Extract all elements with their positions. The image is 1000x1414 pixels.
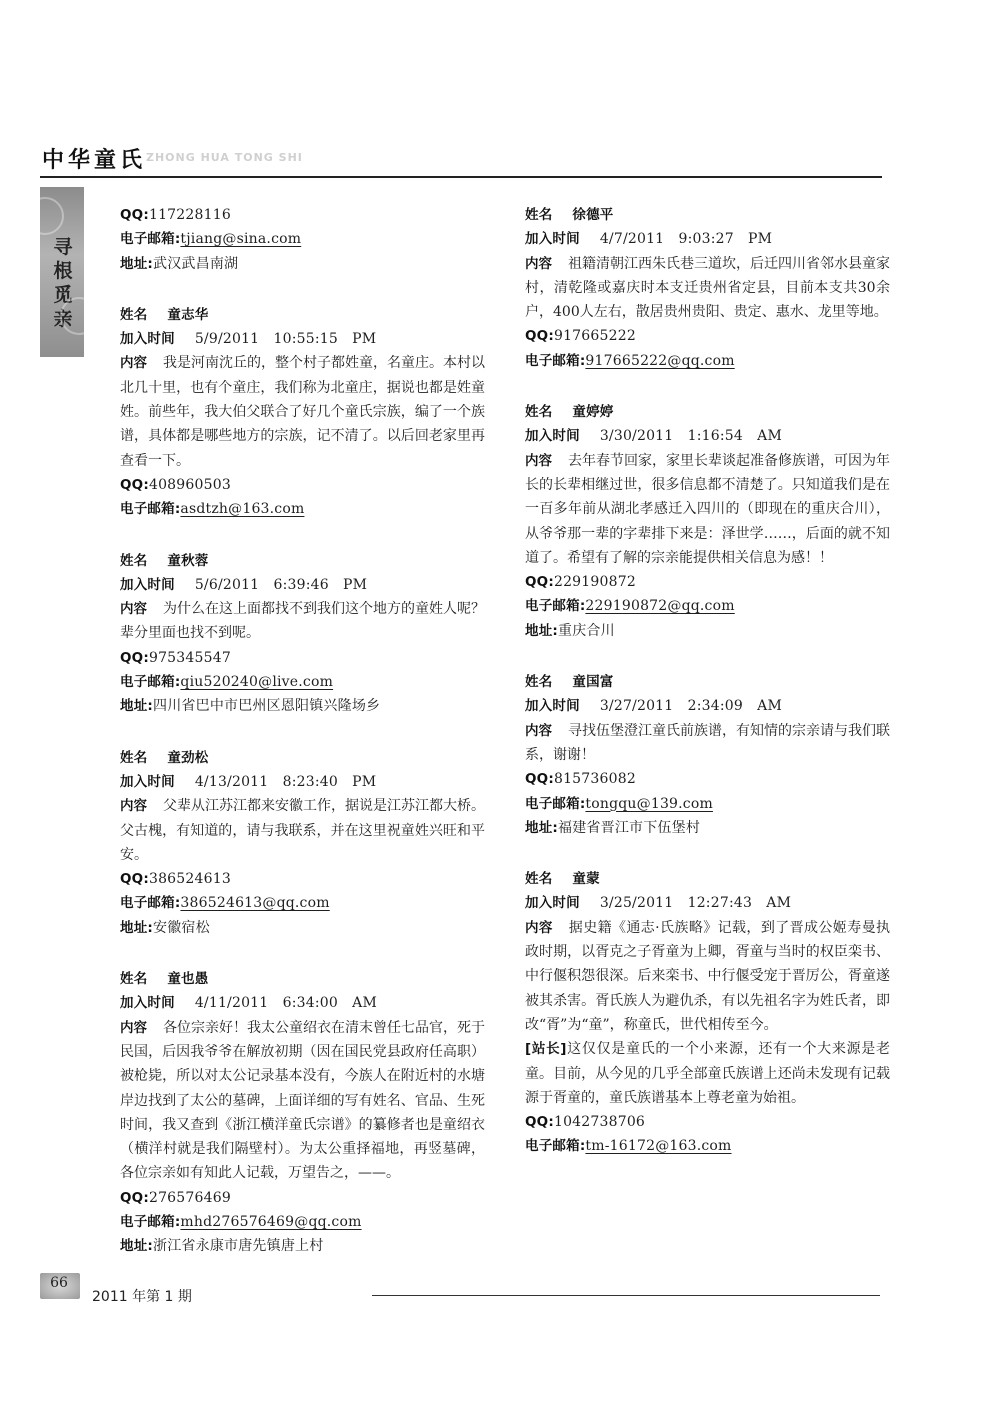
name-line bbox=[120, 303, 485, 327]
name-label: 姓名 bbox=[525, 674, 553, 691]
name-line bbox=[525, 670, 890, 694]
content-label: 内容 bbox=[120, 355, 147, 372]
address-line: 地址:武汉武昌南湖 bbox=[120, 255, 239, 272]
address-label: 地址 bbox=[525, 819, 553, 836]
brand-title: 中华童氏 bbox=[42, 147, 147, 173]
time-label: 加入时间 bbox=[120, 995, 175, 1012]
address-label: 地址 bbox=[120, 255, 148, 272]
email-line: 电子邮箱:tm-16172@163.com bbox=[525, 1138, 732, 1155]
footer-divider bbox=[372, 1295, 880, 1296]
content-label: 内容 bbox=[525, 722, 552, 739]
email-label: 电子邮箱 bbox=[525, 1138, 580, 1155]
time-label: 加入时间 bbox=[120, 331, 175, 348]
name-value: 徐德平 bbox=[572, 207, 614, 223]
name-line bbox=[120, 967, 485, 991]
qq-value: 917665222 bbox=[553, 328, 636, 345]
email-link[interactable]: tm-16172@163.com bbox=[585, 1138, 732, 1155]
address-line: 地址:重庆合川 bbox=[525, 622, 615, 639]
address-line: 地址:安徽宿松 bbox=[120, 919, 210, 936]
name-value: 童国富 bbox=[572, 674, 614, 691]
time-value: 3/30/2011 1:16:54 AM bbox=[599, 428, 783, 445]
email-line: 电子邮箱:asdtzh@163.com bbox=[120, 501, 305, 518]
name-line bbox=[525, 400, 890, 424]
email-label: 电子邮箱 bbox=[120, 1213, 175, 1230]
content-value: 去年春节回家，家里长辈谈起准备修族谱，可因为年长的长辈相继过世，很多信息都不清楚了。只知道我们是在一百多年前从湖北孝感迁入四川的（即现在的重庆合川），从爷爷那一辈的字辈排下来是：泽世学……，后面的就不知道了。希望有了解的宗亲能提供相关信息为感！！ bbox=[525, 452, 890, 566]
name-label: 姓名 bbox=[120, 306, 148, 323]
qq-line: QQ:276576469 bbox=[120, 1189, 231, 1206]
email-label: 电子邮箱 bbox=[525, 795, 580, 812]
section-tab-label: 寻根觅亲 bbox=[53, 236, 73, 330]
email-label: 电子邮箱 bbox=[120, 895, 175, 912]
name-value: 童志华 bbox=[167, 306, 209, 323]
content-label: 内容 bbox=[525, 919, 553, 936]
header-divider bbox=[40, 176, 882, 178]
time-line bbox=[120, 327, 485, 351]
content-paragraph bbox=[525, 252, 890, 325]
time-label: 加入时间 bbox=[120, 773, 175, 790]
address-line: 地址:四川省巴中市巴州区恩阳镇兴隆场乡 bbox=[120, 698, 381, 715]
stationmaster-note-text: 这仅仅是童氏的一个小来源，还有一个大来源是老童。目前，从今见的几乎全部童氏族谱上还尚未发现有记载源于胥童的，童氏族谱基本上尊老童为始祖。 bbox=[525, 1041, 891, 1106]
qq-line: QQ:917665222 bbox=[525, 328, 636, 345]
content-value: 各位宗亲好！我太公童绍衣在清末曾任七品官，死于民国，后因我爷爷在解放初期（因在国民党县政府任高职）被枪毙，所以对太公记录基本没有，今族人在附近村的水塘岸边找到了太公的墓碑，上面详细的写有姓名、官品、生死时间，我又查到《浙江横洋童氏宗谱》的纂修者也是童绍衣（横洋村就是我们隔壁村）。为太公重择福地，再竖墓碑，各位宗亲如有知此人记载，万望告之，——。 bbox=[120, 1019, 485, 1182]
email-link[interactable]: 229190872@qq.com bbox=[585, 598, 735, 615]
content-paragraph bbox=[525, 916, 890, 1037]
left-column bbox=[120, 203, 485, 1286]
qq-label: QQ bbox=[120, 871, 144, 888]
entry-card bbox=[525, 867, 890, 1159]
qq-line: QQ:117228116 bbox=[120, 207, 231, 223]
address-value: 安徽宿松 bbox=[153, 919, 210, 936]
email-link[interactable]: tongqu@139.com bbox=[585, 795, 713, 812]
email-line: 电子邮箱:qiu520240@live.com bbox=[120, 674, 334, 691]
name-line bbox=[120, 549, 485, 573]
address-value: 武汉武昌南湖 bbox=[153, 255, 239, 272]
address-label: 地址 bbox=[120, 1238, 148, 1255]
qq-value: 815736082 bbox=[553, 771, 636, 788]
qq-label: QQ bbox=[525, 328, 549, 345]
email-link[interactable]: qiu520240@live.com bbox=[180, 674, 334, 691]
email-label: 电子邮箱 bbox=[120, 674, 175, 691]
content-paragraph bbox=[525, 719, 890, 768]
time-label: 加入时间 bbox=[525, 428, 580, 445]
stationmaster-label: [站长] bbox=[525, 1041, 567, 1058]
content-label: 内容 bbox=[120, 1019, 147, 1036]
qq-line: QQ:975345547 bbox=[120, 649, 231, 666]
address-line: 地址:浙江省永康市唐先镇唐上村 bbox=[120, 1238, 324, 1255]
email-label: 电子邮箱 bbox=[120, 231, 175, 248]
email-link[interactable]: 386524613@qq.com bbox=[180, 895, 330, 912]
content-label: 内容 bbox=[525, 452, 552, 469]
name-value: 童也愚 bbox=[167, 971, 209, 988]
content-paragraph bbox=[120, 351, 485, 472]
right-column bbox=[525, 203, 890, 1186]
content-paragraph bbox=[120, 794, 485, 867]
name-line bbox=[525, 203, 890, 227]
time-value: 5/9/2011 10:55:15 PM bbox=[194, 331, 377, 348]
time-line bbox=[120, 991, 485, 1015]
name-value: 童婷婷 bbox=[572, 404, 614, 421]
address-value: 福建省晋江市下伍堡村 bbox=[558, 819, 701, 836]
content-value: 为什么在这上面都找不到我们这个地方的童姓人呢？辈分里面也找不到呢。 bbox=[120, 601, 485, 642]
qq-label: QQ bbox=[525, 771, 549, 788]
qq-line: QQ:408960503 bbox=[120, 476, 231, 493]
name-value: 童蒙 bbox=[572, 871, 600, 888]
qq-label: QQ bbox=[120, 1189, 144, 1206]
qq-line: QQ:229190872 bbox=[525, 574, 636, 591]
email-link[interactable]: mhd276576469@qq.com bbox=[180, 1213, 362, 1230]
content-value: 据史籍《通志·氏族略》记载，到了晋成公姬寿曼执政时期，以胥克之子胥童为上卿，胥童与当时的权臣栾书、中行偃积怨很深。后来栾书、中行偃受宠于晋厉公，胥童遂被其杀害。胥氏族人为避仇杀，有以先祖名字为姓氏者，即改“胥”为“童”，称童氏，世代相传至今。 bbox=[525, 919, 890, 1033]
name-label: 姓名 bbox=[120, 749, 148, 766]
time-label: 加入时间 bbox=[120, 576, 175, 593]
time-value: 3/27/2011 2:34:09 AM bbox=[599, 698, 783, 715]
email-link[interactable]: tjiang@sina.com bbox=[180, 231, 302, 248]
name-value: 童劲松 bbox=[167, 749, 209, 766]
name-label: 姓名 bbox=[120, 971, 148, 988]
content-label: 内容 bbox=[120, 798, 147, 815]
content-label: 内容 bbox=[525, 255, 552, 272]
qq-line: QQ:1042738706 bbox=[525, 1114, 646, 1131]
qq-line: QQ:386524613 bbox=[120, 871, 231, 888]
issue-label: 2011 年第 1 期 bbox=[92, 1289, 192, 1305]
address-line: 地址:福建省晋江市下伍堡村 bbox=[525, 819, 701, 836]
email-line: 电子邮箱:917665222@qq.com bbox=[525, 352, 735, 369]
address-label: 地址 bbox=[120, 919, 148, 936]
content-value: 我是河南沈丘的，整个村子都姓童，名童庄。本村以北几十里，也有个童庄，我们称为北童庄，据说也都是姓童姓。前些年，我大伯父联合了好几个童氏宗族，编了一个族谱，具体都是哪些地方的宗族，记不清了。以后回老家里再查看一下。 bbox=[120, 355, 485, 469]
qq-label: QQ bbox=[120, 476, 144, 493]
qq-value: 117228116 bbox=[148, 207, 231, 223]
time-value: 4/7/2011 9:03:27 PM bbox=[599, 231, 773, 248]
name-label: 姓名 bbox=[525, 207, 553, 223]
entry-fragment bbox=[120, 203, 485, 276]
entry-card bbox=[120, 303, 485, 522]
qq-label: QQ bbox=[120, 207, 144, 223]
time-line bbox=[120, 573, 485, 597]
qq-value: 386524613 bbox=[148, 871, 231, 888]
qq-value: 229190872 bbox=[553, 574, 636, 591]
content-label: 内容 bbox=[120, 601, 147, 618]
page-footer bbox=[0, 1270, 1000, 1330]
entry-card bbox=[120, 967, 485, 1259]
content-paragraph bbox=[525, 449, 890, 570]
qq-value: 408960503 bbox=[148, 476, 231, 493]
content-paragraph bbox=[120, 597, 485, 646]
entry-card bbox=[120, 746, 485, 940]
time-value: 3/25/2011 12:27:43 AM bbox=[599, 895, 792, 912]
time-line bbox=[525, 424, 890, 448]
time-label: 加入时间 bbox=[525, 231, 580, 248]
time-label: 加入时间 bbox=[525, 698, 580, 715]
address-value: 重庆合川 bbox=[558, 622, 615, 639]
entry-card bbox=[120, 549, 485, 719]
email-label: 电子邮箱 bbox=[525, 598, 580, 615]
time-line bbox=[525, 694, 890, 718]
time-line bbox=[525, 227, 890, 251]
email-label: 电子邮箱 bbox=[525, 352, 580, 369]
entry-card bbox=[525, 400, 890, 643]
section-tab bbox=[40, 187, 84, 357]
time-value: 4/11/2011 6:34:00 AM bbox=[194, 995, 378, 1012]
email-line: 电子邮箱:tjiang@sina.com bbox=[120, 231, 302, 248]
content-value: 寻找伍堡澄江童氏前族谱，有知情的宗亲请与我们联系，谢谢！ bbox=[525, 722, 890, 763]
page-number: 66 bbox=[50, 1275, 68, 1291]
qq-value: 276576469 bbox=[148, 1189, 231, 1206]
email-label: 电子邮箱 bbox=[120, 501, 175, 518]
email-line: 电子邮箱:229190872@qq.com bbox=[525, 598, 735, 615]
email-link[interactable]: asdtzh@163.com bbox=[180, 501, 305, 518]
entry-card bbox=[525, 203, 890, 373]
qq-line: QQ:815736082 bbox=[525, 771, 636, 788]
entry-card bbox=[525, 670, 890, 840]
name-line bbox=[120, 746, 485, 770]
name-label: 姓名 bbox=[525, 404, 553, 421]
content-paragraph bbox=[120, 1016, 485, 1186]
address-value: 浙江省永康市唐先镇唐上村 bbox=[153, 1238, 324, 1255]
email-line: 电子邮箱:tongqu@139.com bbox=[525, 795, 713, 812]
name-value: 童秋蓉 bbox=[167, 552, 209, 569]
qq-value: 975345547 bbox=[148, 649, 231, 666]
address-label: 地址 bbox=[120, 698, 148, 715]
time-line bbox=[120, 770, 485, 794]
name-label: 姓名 bbox=[525, 871, 553, 888]
qq-label: QQ bbox=[525, 1114, 549, 1131]
email-line: 电子邮箱:mhd276576469@qq.com bbox=[120, 1213, 362, 1230]
qq-label: QQ bbox=[525, 574, 549, 591]
content-value: 父辈从江苏江都来安徽工作，据说是江苏江都大桥。父古槐，有知道的，请与我联系，并在这里祝童姓兴旺和平安。 bbox=[120, 798, 485, 863]
brand-subtitle: ZHONG HUA TONG SHI bbox=[146, 151, 303, 164]
qq-label: QQ bbox=[120, 649, 144, 666]
name-line bbox=[525, 867, 890, 891]
stationmaster-note bbox=[525, 1037, 890, 1110]
name-label: 姓名 bbox=[120, 552, 148, 569]
email-link[interactable]: 917665222@qq.com bbox=[585, 352, 735, 369]
time-line bbox=[525, 891, 890, 915]
time-value: 4/13/2011 8:23:40 PM bbox=[194, 773, 377, 790]
content-value: 祖籍清朝江西朱氏巷三道坎，后迁四川省邻水县童家村，清乾隆或嘉庆时本支迁贵州省定县，目前本支共30余户，400人左右，散居贵州贵阳、贵定、惠水、龙里等地。 bbox=[525, 255, 890, 321]
address-value: 四川省巴中市巴州区恩阳镇兴隆场乡 bbox=[153, 698, 381, 715]
time-value: 5/6/2011 6:39:46 PM bbox=[194, 576, 368, 593]
time-label: 加入时间 bbox=[525, 895, 580, 912]
address-label: 地址 bbox=[525, 622, 553, 639]
email-line: 电子邮箱:386524613@qq.com bbox=[120, 895, 330, 912]
qq-value: 1042738706 bbox=[553, 1114, 646, 1131]
